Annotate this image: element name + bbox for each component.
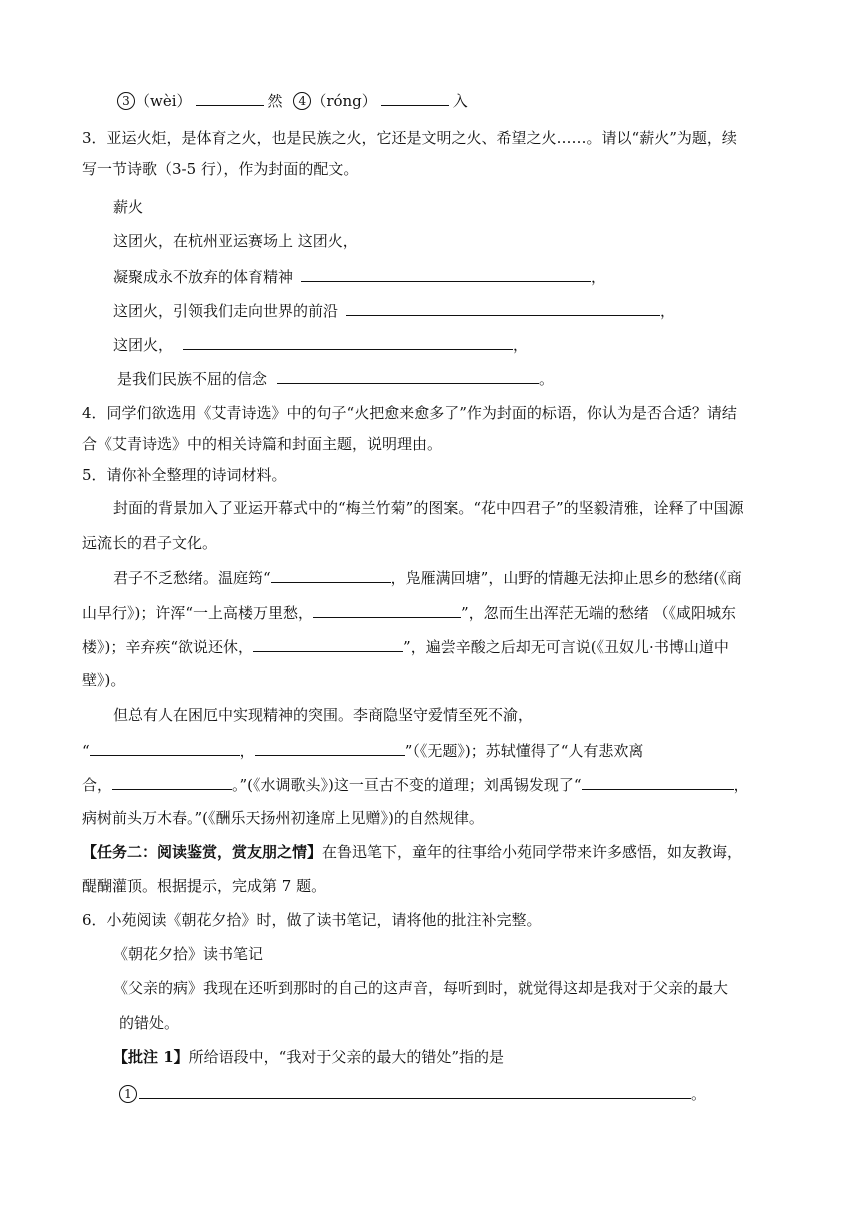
quote-line-1: 《父亲的病》我现在还听到那时的自己的这声音，每听到时，就觉得这却是我对于父亲的最大 [113,979,729,997]
note-title: 《朝花夕拾》读书笔记 [113,945,264,963]
poem-line-1: 这团火，在杭州亚运赛场上 这团火， [113,232,358,250]
text: 楼》)；辛弃疾“欲说还休， [82,638,254,656]
q5-para2-d: 壁》)。 [82,671,126,689]
answer-blank[interactable] [271,566,391,583]
q4-line-1: 4．同学们欲选用《艾青诗选》中的句子“火把愈来愈多了”作为封面的标语，你认为是否合适？请结 [82,404,737,422]
q5-para3-b [82,739,643,762]
answer-blank[interactable] [253,635,403,652]
pinyin-rong: （róng） [311,92,377,110]
poem-line-text: 凝聚成永不放弃的体育精神 [113,268,294,286]
answer-blank[interactable] [112,773,232,790]
q5-para3-a: 但总有人在困厄中实现精神的突围。李商隐坚守爱情至死不渝， [113,706,534,724]
text: ， [733,776,749,794]
q5-para1-b: 远流长的君子文化。 [82,534,218,552]
poem-line-text: 这团火，引领我们走向世界的前沿 [113,302,339,320]
answer-blank[interactable] [255,739,405,756]
poem-line-2 [113,265,606,288]
q3-line-1: 3．亚运火炬，是体育之火，也是民族之火，它还是文明之火、希望之火……。请以“薪火”为题，续 [82,129,737,147]
annotation-1-answer [119,1082,706,1105]
poem-line-text: 是我们民族不屈的信念 [117,370,268,388]
char-after: 然 [267,92,283,110]
task2-line-1 [82,841,742,863]
text: 。”(《水调歌头》)这一亘古不变的道理；刘禹锡发现了“ [232,776,582,794]
answer-blank[interactable] [277,367,539,384]
poem-title: 薪火 [113,198,144,216]
text: 所给语段中，“我对于父亲的最大的错处”指的是 [188,1048,505,1066]
punct: ， [660,302,676,320]
text: ”（《无题》)；苏轼懂得了“人有悲欢离 [404,742,644,760]
poem-line-4 [113,333,528,356]
q5-line-1: 5．请你补全整理的诗词材料。 [82,466,287,484]
answer-blank[interactable] [313,601,461,618]
task2-line-2: 醍醐灌顶。根据提示，完成第 7 题。 [82,877,327,895]
q2-fill-line [117,89,468,112]
q3-line-2: 写一节诗歌（3-5 行），作为封面的配文。 [82,160,359,178]
q5-para1-a: 封面的背景加入了亚运开幕式中的“梅兰竹菊”的图案。“花中四君子”的坚毅清雅，诠释了中国源 [113,499,744,517]
annotation-1 [113,1046,504,1068]
q5-para3-d: 病树前头万木春。”(《酬乐天扬州初逢席上见赠》)的自然规律。 [82,809,484,827]
punct: ， [513,336,529,354]
circled-number-4: 4 [293,92,311,110]
circled-number-3: 3 [117,92,135,110]
punct: ， [591,268,607,286]
q5-para2-a [113,566,742,589]
text: ”，遍尝辛酸之后却无可言说(《丑奴儿·书博山道中 [403,638,729,656]
circled-number-1: 1 [119,1085,137,1103]
q4-line-2: 合《艾青诗选》中的相关诗篇和封面主题，说明理由。 [82,435,443,453]
text: “ [82,742,90,760]
text: 合， [82,776,113,794]
answer-blank[interactable] [90,739,240,756]
q5-para2-b [82,601,736,624]
text: 山早行》)；许浑“一上高楼万里愁， [82,604,314,622]
punct: 。 [539,370,555,388]
char-after: 入 [452,92,468,110]
text: 在鲁迅笔下，童年的往事给小苑同学带来许多感悟，如友教诲， [322,843,743,861]
poem-line-text: 这团火， [113,336,174,354]
quote-line-2: 的错处。 [119,1014,180,1032]
text: ”，忽而生出浑茫无端的愁绪 （《咸阳城东 [461,604,736,622]
answer-blank[interactable] [582,773,734,790]
answer-blank[interactable] [196,89,264,106]
q6-line-1: 6．小苑阅读《朝花夕拾》时，做了读书笔记，请将他的批注补完整。 [82,911,542,929]
text: 君子不乏愁绪。温庭筠“ [113,569,271,587]
text: ， [239,742,255,760]
poem-line-3 [113,299,675,322]
poem-line-5 [117,367,554,390]
pinyin-wei: （wèi） [135,92,192,110]
q5-para3-c [82,773,749,796]
answer-blank[interactable] [183,333,513,350]
task-heading: 【任务二：阅读鉴赏，赏友朋之情】 [82,843,323,861]
punct: 。 [691,1085,707,1103]
answer-blank[interactable] [346,299,660,316]
answer-blank[interactable] [301,265,591,282]
answer-blank[interactable] [381,89,449,106]
text: ，凫雁满回塘”，山野的情趣无法抑止思乡的愁绪(《商 [390,569,742,587]
annotation-label: 【批注 1】 [113,1048,189,1066]
q5-para2-c [82,635,729,658]
answer-blank[interactable] [139,1082,691,1099]
